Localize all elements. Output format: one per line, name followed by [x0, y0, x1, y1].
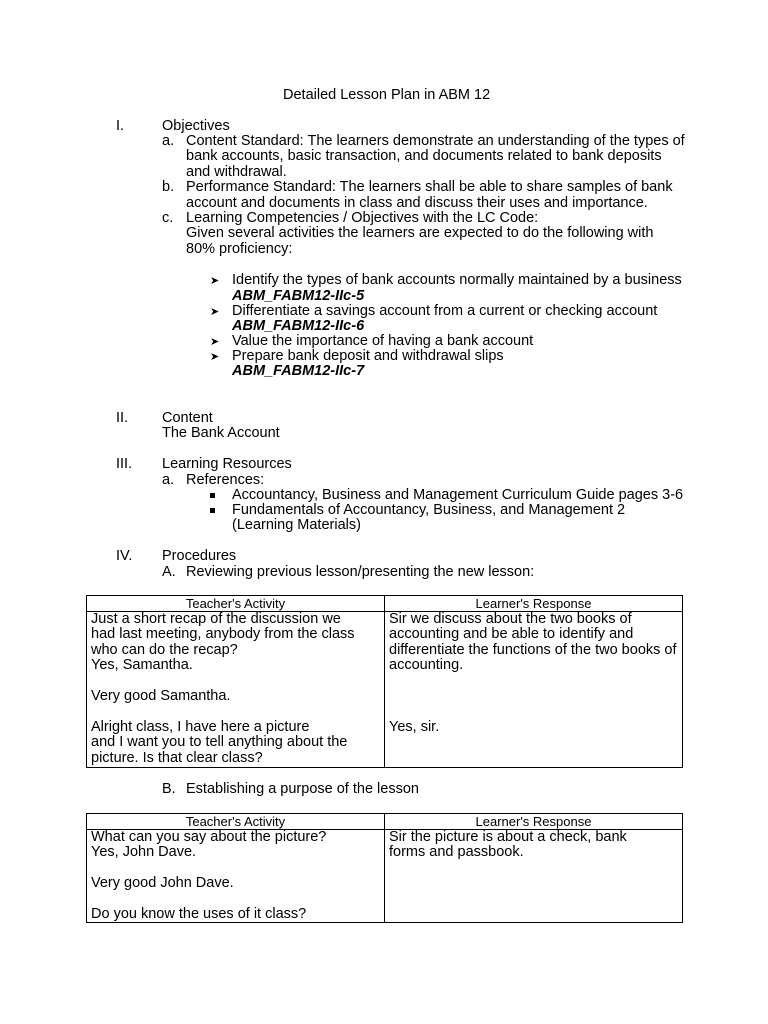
item-label-a: a. [162, 133, 175, 149]
arrow-bullet-icon: ➤ [210, 336, 220, 348]
document-title: Detailed Lesson Plan in ABM 12 [283, 87, 491, 103]
content-standard-line-2: bank accounts, basic transaction, and documents related to bank deposits [186, 148, 662, 164]
performance-standard-line-1: Performance Standard: The learners shall be able to share samples of bank [186, 179, 673, 195]
learner-response-header: Learner's Response [385, 814, 683, 830]
objective-bullet-2: Differentiate a savings account from a current or checking account [232, 303, 658, 319]
arrow-bullet-icon: ➤ [210, 306, 220, 318]
procedure-label-B: B. [162, 781, 176, 797]
competencies-line-3: 80% proficiency: [186, 241, 293, 257]
item-label-c: c. [162, 210, 174, 226]
square-bullet-icon [210, 508, 215, 513]
arrow-bullet-icon: ➤ [210, 275, 220, 287]
section-numeral-2: II. [116, 410, 129, 426]
teacher-activity-cell: Just a short recap of the discussion we had last meeting, anybody from the class who can do the recap? Yes, Samantha. Very good Samantha. Alright class, I have here a picture and I want you to tell anything about the picture. Is that clear class? [87, 612, 385, 768]
section-heading-content: Content [162, 410, 213, 426]
competencies-line-1: Learning Competencies / Objectives with the LC Code: [186, 210, 539, 226]
section-numeral-1: I. [116, 118, 125, 134]
table-row [87, 830, 683, 923]
content-standard-line-1: Content Standard: The learners demonstrate an understanding of the types of [186, 133, 685, 149]
reference-2-cont: (Learning Materials) [232, 517, 361, 533]
square-bullet-icon [210, 493, 215, 498]
learner-response-header: Learner's Response [385, 596, 683, 612]
section-numeral-3: III. [116, 456, 133, 472]
table-header-row [87, 814, 683, 830]
reference-1: Accountancy, Business and Management Curriculum Guide pages 3-6 [232, 487, 684, 503]
teacher-activity-header: Teacher's Activity [87, 596, 385, 612]
teacher-activity-header: Teacher's Activity [87, 814, 385, 830]
reference-2: Fundamentals of Accountancy, Business, and Management 2 [232, 502, 626, 518]
learner-response-cell: Sir the picture is about a check, bank forms and passbook. [385, 830, 683, 923]
competencies-line-2: Given several activities the learners are expected to do the following with [186, 225, 654, 241]
content-topic: The Bank Account [162, 425, 280, 441]
objective-bullet-1: Identify the types of bank accounts normally maintained by a business [232, 272, 682, 288]
arrow-bullet-icon: ➤ [210, 351, 220, 363]
lc-code-4: ABM_FABM12-IIc-7 [232, 363, 365, 379]
learner-response-cell: Sir we discuss about the two books of accounting and be able to identify and differentiate the functions of the two books of accounting. Yes, sir. [385, 612, 683, 768]
objective-bullet-3: Value the importance of having a bank account [232, 333, 534, 349]
table-row [87, 612, 683, 768]
objective-bullet-4: Prepare bank deposit and withdrawal slips [232, 348, 504, 364]
content-standard-line-3: and withdrawal. [186, 164, 287, 180]
resources-label-a: a. [162, 472, 175, 488]
section-heading-resources: Learning Resources [162, 456, 292, 472]
references-label: References: [186, 472, 265, 488]
table-header-row [87, 596, 683, 612]
procedure-label-A: A. [162, 564, 176, 580]
lc-code-1: ABM_FABM12-IIc-5 [232, 288, 365, 304]
section-heading-objectives: Objectives [162, 118, 230, 134]
purpose-activity-table [86, 813, 683, 923]
procedure-A-text: Reviewing previous lesson/presenting the new lesson: [186, 564, 535, 580]
review-activity-table [86, 595, 683, 768]
section-heading-procedures: Procedures [162, 548, 237, 564]
performance-standard-line-2: account and documents in class and discuss their uses and importance. [186, 195, 648, 211]
item-label-b: b. [162, 179, 175, 195]
section-numeral-4: IV. [116, 548, 133, 564]
lc-code-2: ABM_FABM12-IIc-6 [232, 318, 365, 334]
procedure-B-text: Establishing a purpose of the lesson [186, 781, 419, 797]
teacher-activity-cell: What can you say about the picture? Yes, John Dave. Very good John Dave. Do you know the uses of it class? [87, 830, 385, 923]
